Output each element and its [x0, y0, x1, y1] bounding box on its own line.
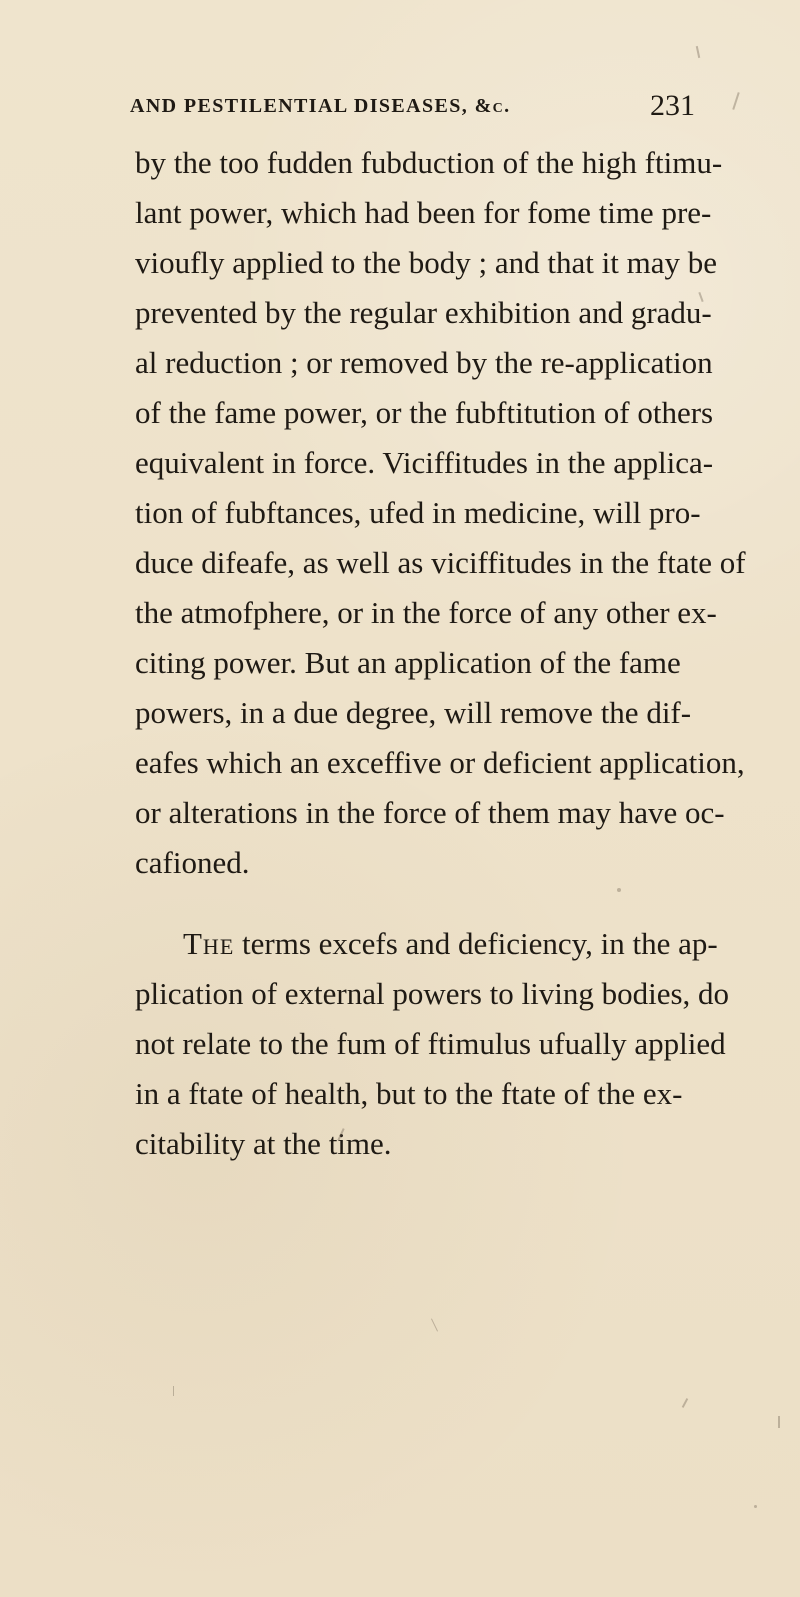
paragraph-1-line-7: equivalent in force. Viciffitudes in the applica-	[135, 445, 714, 480]
paper-speck-2	[732, 92, 739, 110]
paragraph-gap	[135, 888, 675, 919]
paragraph-1-line-2: lant power, which had been for fome time pre-	[135, 195, 712, 230]
paragraph-1-line-6: of the fame power, or the fubftitution of others	[135, 395, 714, 430]
paper-speck-9	[778, 1416, 780, 1428]
paragraph-1-line-3: vioufly applied to the body ; and that it may be	[135, 245, 717, 280]
paragraph-2-line-1-rest: terms excefs and deficiency, in the ap-	[234, 926, 718, 961]
paragraph-1-line-1: by the too fudden fubduction of the high ftimu-	[135, 145, 723, 180]
paragraph-1-line-12: powers, in a due degree, will remove the dif-	[135, 695, 692, 730]
paper-speck-8	[682, 1398, 688, 1408]
paper-speck-10	[754, 1505, 757, 1508]
paragraph-2-line-2: plication of external powers to living bodies, do	[135, 976, 730, 1011]
paragraph-1-line-9: duce difeafe, as well as viciffitudes in the ftate of	[135, 545, 746, 580]
body-text	[135, 138, 746, 1169]
paragraph-2-line-5: citability at the time.	[135, 1126, 392, 1161]
paragraph-2-line-4: in a ftate of health, but to the ftate of the ex-	[135, 1076, 683, 1111]
running-head: AND PESTILENTIAL DISEASES, &c.	[130, 95, 511, 117]
paragraph-1-line-8: tion of fubftances, ufed in medicine, will pro-	[135, 495, 701, 530]
paragraph-1-line-11: citing power. But an application of the fame	[135, 645, 681, 680]
paragraph-2-lead-word: The	[183, 926, 235, 961]
paper-speck-7	[173, 1386, 174, 1396]
paragraph-2-line-1	[135, 919, 718, 969]
paragraph-1-line-13: eafes which an exceffive or deficient application,	[135, 745, 745, 780]
paragraph-1-line-5: al reduction ; or removed by the re-application	[135, 345, 713, 380]
paragraph-2-line-3: not relate to the fum of ftimulus ufually applied	[135, 1026, 726, 1061]
paragraph-1-line-14: or alterations in the force of them may have oc-	[135, 795, 725, 830]
paragraph-1-line-10: the atmofphere, or in the force of any other ex-	[135, 595, 717, 630]
paper-speck-6	[431, 1318, 438, 1331]
page-number: 231	[650, 89, 695, 122]
paper-speck-4	[617, 888, 621, 892]
page-header	[130, 89, 695, 137]
paper-speck-1	[696, 46, 700, 58]
paragraph-1-line-4: prevented by the regular exhibition and gradu-	[135, 295, 712, 330]
paragraph-1-line-15: cafioned.	[135, 845, 250, 880]
paragraph-1	[135, 138, 746, 888]
paragraph-2	[135, 919, 730, 1169]
